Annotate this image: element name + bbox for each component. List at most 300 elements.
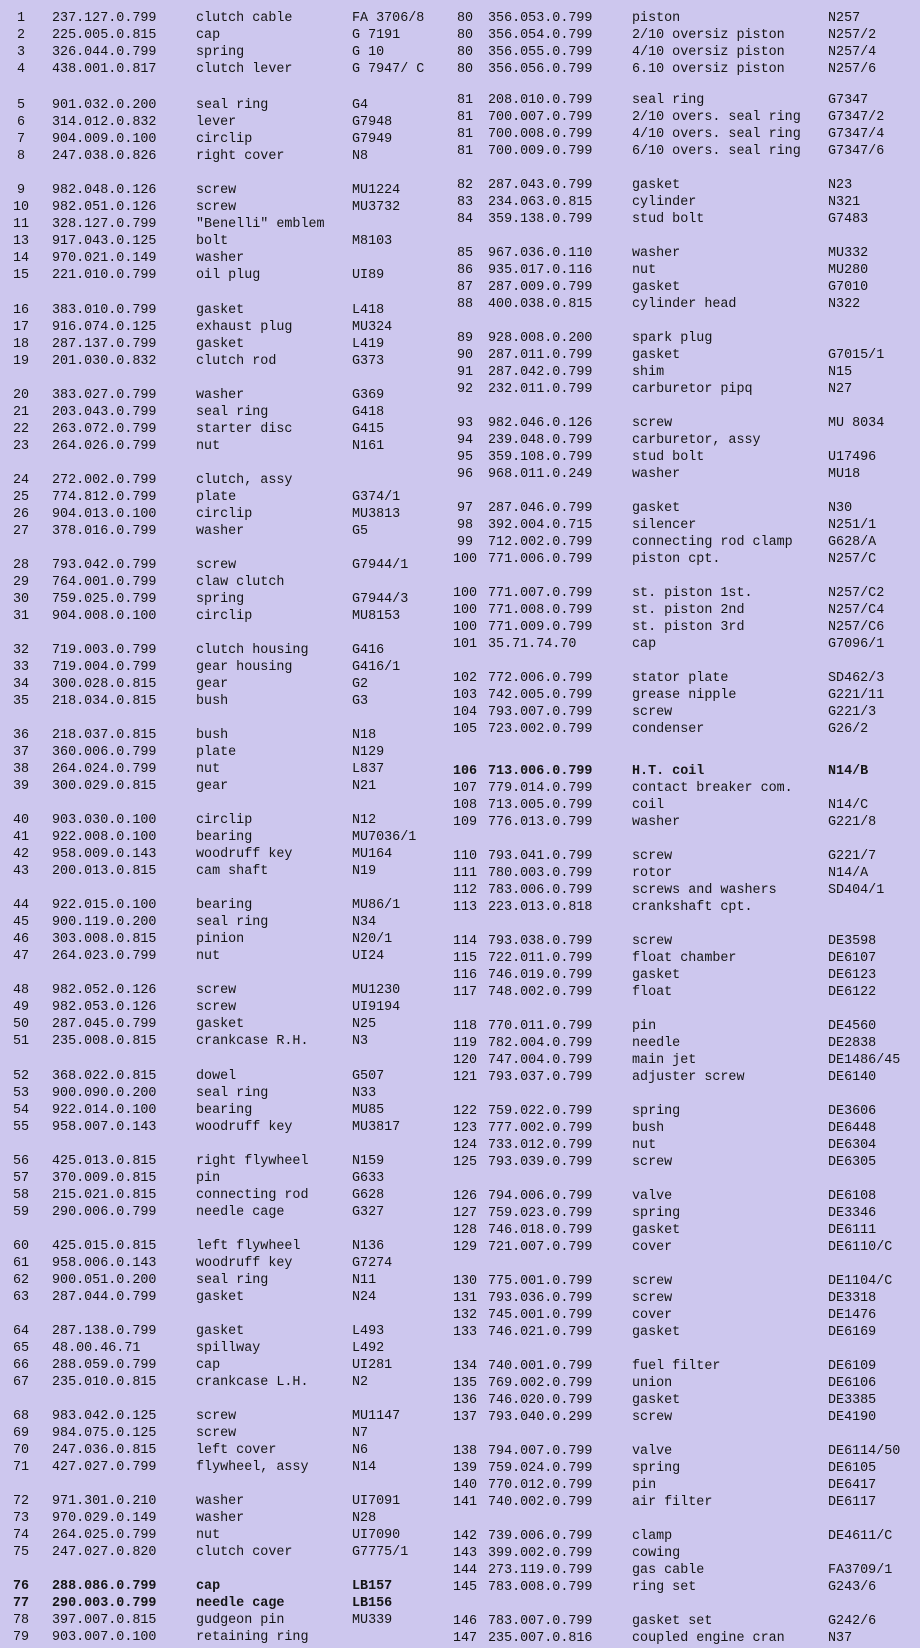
part-number: 123: [452, 1121, 478, 1136]
part-number: 57: [12, 1171, 30, 1186]
part-code: 235.008.0.815: [52, 1034, 157, 1049]
part-number: 41: [12, 830, 30, 845]
part-description: stator plate: [632, 671, 729, 686]
part-number: 51: [12, 1034, 30, 1049]
part-description: woodruff key: [196, 847, 293, 862]
part-code: 208.010.0.799: [488, 93, 593, 108]
part-number: 21: [12, 405, 30, 420]
part-reference: N14/C: [828, 798, 869, 813]
part-description: air filter: [632, 1495, 713, 1510]
part-reference: G7096/1: [828, 637, 885, 652]
part-description: clutch cover: [196, 1545, 293, 1560]
part-description: clutch cable: [196, 11, 293, 26]
part-reference: N27: [828, 382, 853, 397]
part-code: 356.056.0.799: [488, 62, 593, 77]
part-reference: LB157: [352, 1579, 393, 1594]
part-reference: N257: [828, 11, 861, 26]
part-code: 916.074.0.125: [52, 320, 157, 335]
part-number: 120: [452, 1053, 478, 1068]
part-code: 982.053.0.126: [52, 1000, 157, 1015]
part-code: 759.025.0.799: [52, 592, 157, 607]
part-description: pin: [196, 1171, 221, 1186]
part-number: 74: [12, 1528, 30, 1543]
part-number: 26: [12, 507, 30, 522]
part-reference: MU7036/1: [352, 830, 417, 845]
part-description: carburetor, assy: [632, 433, 761, 448]
part-reference: UI7091: [352, 1494, 401, 1509]
part-code: 719.003.0.799: [52, 643, 157, 658]
part-reference: G628: [352, 1188, 385, 1203]
part-description: nut: [196, 949, 221, 964]
part-number: 30: [12, 592, 30, 607]
part-reference: N14: [352, 1460, 377, 1475]
part-reference: G7949: [352, 132, 393, 147]
part-code: 903.030.0.100: [52, 813, 157, 828]
part-code: 290.006.0.799: [52, 1205, 157, 1220]
part-number: 33: [12, 660, 30, 675]
part-reference: UI9194: [352, 1000, 401, 1015]
part-reference: N251/1: [828, 518, 877, 533]
part-description: stud bolt: [632, 450, 705, 465]
part-description: "Benelli" emblem: [196, 217, 325, 232]
part-reference: N19: [352, 864, 377, 879]
part-description: gasket: [196, 1017, 245, 1032]
part-description: cowing: [632, 1546, 681, 1561]
part-number: 135: [452, 1376, 478, 1391]
part-description: 6/10 overs. seal ring: [632, 144, 801, 159]
part-code: 700.007.0.799: [488, 110, 593, 125]
part-code: 288.086.0.799: [52, 1579, 157, 1594]
part-code: 901.032.0.200: [52, 98, 157, 113]
part-number: 73: [12, 1511, 30, 1526]
part-reference: MU280: [828, 263, 869, 278]
part-number: 70: [12, 1443, 30, 1458]
part-code: 922.014.0.100: [52, 1103, 157, 1118]
part-code: 746.021.0.799: [488, 1325, 593, 1340]
part-code: 793.038.0.799: [488, 934, 593, 949]
part-number: 36: [12, 728, 30, 743]
part-number: 46: [12, 932, 30, 947]
part-description: washer: [196, 251, 245, 266]
part-number: 111: [452, 866, 478, 881]
part-code: 904.013.0.100: [52, 507, 157, 522]
part-number: 20: [12, 388, 30, 403]
part-code: 218.034.0.815: [52, 694, 157, 709]
part-description: circlip: [196, 507, 253, 522]
part-description: gasket: [632, 348, 681, 363]
part-description: bearing: [196, 898, 253, 913]
part-number: 100: [452, 603, 478, 618]
part-number: 115: [452, 951, 478, 966]
part-reference: DE6417: [828, 1478, 877, 1493]
part-reference: G369: [352, 388, 385, 403]
part-reference: N257/C6: [828, 620, 885, 635]
part-code: 759.024.0.799: [488, 1461, 593, 1476]
part-number: 8: [16, 149, 26, 164]
part-reference: L493: [352, 1324, 385, 1339]
part-description: H.T. coil: [632, 764, 705, 779]
part-description: gasket: [632, 1393, 681, 1408]
part-number: 119: [452, 1036, 478, 1051]
part-number: 130: [452, 1274, 478, 1289]
part-description: gear: [196, 677, 229, 692]
part-code: 247.036.0.815: [52, 1443, 157, 1458]
part-number: 68: [12, 1409, 30, 1424]
part-description: ring set: [632, 1580, 697, 1595]
part-description: screws and washers: [632, 883, 777, 898]
part-description: screw: [196, 1426, 237, 1441]
part-description: plate: [196, 490, 237, 505]
part-reference: DE3346: [828, 1206, 877, 1221]
part-code: 958.006.0.143: [52, 1256, 157, 1271]
part-reference: G7010: [828, 280, 869, 295]
part-description: crankcase L.H.: [196, 1375, 309, 1390]
part-reference: DE6117: [828, 1495, 877, 1510]
part-code: 713.006.0.799: [488, 764, 593, 779]
part-number: 113: [452, 900, 478, 915]
part-code: 264.026.0.799: [52, 439, 157, 454]
part-description: bush: [196, 694, 229, 709]
part-description: cylinder head: [632, 297, 737, 312]
part-code: 700.009.0.799: [488, 144, 593, 159]
part-reference: DE3318: [828, 1291, 877, 1306]
part-number: 64: [12, 1324, 30, 1339]
part-reference: G415: [352, 422, 385, 437]
part-number: 84: [456, 212, 474, 227]
part-description: shim: [632, 365, 665, 380]
part-description: stud bolt: [632, 212, 705, 227]
part-description: cap: [196, 28, 221, 43]
part-description: washer: [196, 524, 245, 539]
part-code: 968.011.0.249: [488, 467, 593, 482]
part-description: 2/10 overs. seal ring: [632, 110, 801, 125]
part-description: gasket: [632, 1325, 681, 1340]
part-code: 982.051.0.126: [52, 200, 157, 215]
part-code: 314.012.0.832: [52, 115, 157, 130]
part-description: spring: [196, 45, 245, 60]
part-number: 13: [12, 234, 30, 249]
part-code: 326.044.0.799: [52, 45, 157, 60]
part-reference: DE6448: [828, 1121, 877, 1136]
part-code: 359.108.0.799: [488, 450, 593, 465]
part-description: screw: [196, 1000, 237, 1015]
part-description: 2/10 oversiz piston: [632, 28, 785, 43]
part-description: piston: [632, 11, 681, 26]
part-reference: DE6106: [828, 1376, 877, 1391]
part-description: main jet: [632, 1053, 697, 1068]
part-reference: N28: [352, 1511, 377, 1526]
part-number: 48: [12, 983, 30, 998]
part-code: 783.007.0.799: [488, 1614, 593, 1629]
part-description: pinion: [196, 932, 245, 947]
part-description: screw: [632, 1155, 673, 1170]
part-reference: G416/1: [352, 660, 401, 675]
part-code: 201.030.0.832: [52, 354, 157, 369]
part-number: 81: [456, 144, 474, 159]
part-code: 360.006.0.799: [52, 745, 157, 760]
part-code: 794.007.0.799: [488, 1444, 593, 1459]
part-description: gasket: [632, 1223, 681, 1238]
part-number: 143: [452, 1546, 478, 1561]
part-reference: G7274: [352, 1256, 393, 1271]
part-number: 10: [12, 200, 30, 215]
part-description: float chamber: [632, 951, 737, 966]
part-code: 356.053.0.799: [488, 11, 593, 26]
part-description: union: [632, 1376, 673, 1391]
part-number: 134: [452, 1359, 478, 1374]
part-description: screw: [632, 934, 673, 949]
part-code: 900.051.0.200: [52, 1273, 157, 1288]
part-reference: N18: [352, 728, 377, 743]
part-reference: G373: [352, 354, 385, 369]
part-reference: DE6304: [828, 1138, 877, 1153]
part-description: cylinder: [632, 195, 697, 210]
part-code: 287.042.0.799: [488, 365, 593, 380]
part-reference: MU339: [352, 1613, 393, 1628]
part-description: gasket: [632, 968, 681, 983]
part-code: 215.021.0.815: [52, 1188, 157, 1203]
part-reference: G4: [352, 98, 369, 113]
part-code: 438.001.0.817: [52, 62, 157, 77]
part-number: 81: [456, 93, 474, 108]
part-number: 47: [12, 949, 30, 964]
part-reference: DE3606: [828, 1104, 877, 1119]
part-code: 328.127.0.799: [52, 217, 157, 232]
part-number: 110: [452, 849, 478, 864]
part-description: st. piston 3rd: [632, 620, 745, 635]
part-reference: DE1486/45: [828, 1053, 901, 1068]
part-code: 287.046.0.799: [488, 501, 593, 516]
part-reference: G7483: [828, 212, 869, 227]
part-number: 85: [456, 246, 474, 261]
part-description: gear housing: [196, 660, 293, 675]
part-number: 146: [452, 1614, 478, 1629]
part-code: 771.009.0.799: [488, 620, 593, 635]
part-code: 287.009.0.799: [488, 280, 593, 295]
part-code: 900.090.0.200: [52, 1086, 157, 1101]
part-description: screw: [632, 416, 673, 431]
part-description: carburetor pipq: [632, 382, 753, 397]
part-number: 69: [12, 1426, 30, 1441]
part-description: cover: [632, 1240, 673, 1255]
part-code: 427.027.0.799: [52, 1460, 157, 1475]
part-reference: MU86/1: [352, 898, 401, 913]
part-code: 794.006.0.799: [488, 1189, 593, 1204]
part-description: valve: [632, 1444, 673, 1459]
part-code: 290.003.0.799: [52, 1596, 157, 1611]
part-code: 721.007.0.799: [488, 1240, 593, 1255]
part-description: nut: [196, 762, 221, 777]
part-reference: G2: [352, 677, 369, 692]
part-number: 107: [452, 781, 478, 796]
part-number: 31: [12, 609, 30, 624]
part-description: seal ring: [632, 93, 705, 108]
part-reference: N14/A: [828, 866, 869, 881]
part-code: 300.028.0.815: [52, 677, 157, 692]
part-code: 264.024.0.799: [52, 762, 157, 777]
part-number: 50: [12, 1017, 30, 1032]
part-reference: DE6169: [828, 1325, 877, 1340]
part-number: 42: [12, 847, 30, 862]
part-description: retaining ring: [196, 1630, 309, 1645]
part-description: dowel: [196, 1069, 237, 1084]
part-number: 53: [12, 1086, 30, 1101]
part-reference: U17496: [828, 450, 877, 465]
part-description: nut: [196, 1528, 221, 1543]
part-number: 14: [12, 251, 30, 266]
part-code: 771.006.0.799: [488, 552, 593, 567]
part-number: 28: [12, 558, 30, 573]
part-reference: N30: [828, 501, 853, 516]
part-code: 700.008.0.799: [488, 127, 593, 142]
part-number: 81: [456, 110, 474, 125]
part-code: 769.002.0.799: [488, 1376, 593, 1391]
part-description: washer: [632, 246, 681, 261]
part-code: 775.001.0.799: [488, 1274, 593, 1289]
part-description: contact breaker com.: [632, 781, 793, 796]
part-description: spring: [632, 1461, 681, 1476]
part-description: float: [632, 985, 673, 1000]
part-reference: MU1230: [352, 983, 401, 998]
part-description: st. piston 2nd: [632, 603, 745, 618]
part-reference: DE1104/C: [828, 1274, 893, 1289]
part-code: 922.015.0.100: [52, 898, 157, 913]
part-description: nut: [632, 263, 657, 278]
part-reference: L492: [352, 1341, 385, 1356]
part-number: 97: [456, 501, 474, 516]
part-number: 92: [456, 382, 474, 397]
part-description: seal ring: [196, 1086, 269, 1101]
part-description: circlip: [196, 609, 253, 624]
part-description: gasket: [632, 178, 681, 193]
part-description: screw: [632, 849, 673, 864]
part-description: screw: [196, 1409, 237, 1424]
part-code: 713.005.0.799: [488, 798, 593, 813]
part-description: needle cage: [196, 1596, 285, 1611]
part-description: screw: [196, 558, 237, 573]
part-reference: MU 8034: [828, 416, 885, 431]
part-reference: SD462/3: [828, 671, 885, 686]
part-number: 37: [12, 745, 30, 760]
part-reference: DE6122: [828, 985, 877, 1000]
part-number: 87: [456, 280, 474, 295]
part-code: 779.014.0.799: [488, 781, 593, 796]
part-description: bush: [632, 1121, 665, 1136]
part-code: 203.043.0.799: [52, 405, 157, 420]
part-reference: N23: [828, 178, 853, 193]
part-number: 99: [456, 535, 474, 550]
part-description: cover: [632, 1308, 673, 1323]
part-number: 118: [452, 1019, 478, 1034]
part-number: 67: [12, 1375, 30, 1390]
part-reference: L418: [352, 303, 385, 318]
part-code: 770.012.0.799: [488, 1478, 593, 1493]
part-reference: DE4611/C: [828, 1529, 893, 1544]
part-description: screw: [632, 1410, 673, 1425]
part-number: 22: [12, 422, 30, 437]
part-number: 80: [456, 28, 474, 43]
part-number: 101: [452, 637, 478, 652]
part-description: spring: [632, 1104, 681, 1119]
part-description: 4/10 overs. seal ring: [632, 127, 801, 142]
part-number: 75: [12, 1545, 30, 1560]
part-reference: MU8153: [352, 609, 401, 624]
part-number: 77: [12, 1596, 30, 1611]
part-description: plate: [196, 745, 237, 760]
part-description: pin: [632, 1019, 657, 1034]
part-code: 200.013.0.815: [52, 864, 157, 879]
part-description: connecting rod clamp: [632, 535, 793, 550]
part-description: bearing: [196, 830, 253, 845]
part-reference: G221/3: [828, 705, 877, 720]
part-reference: DE6111: [828, 1223, 877, 1238]
part-code: 746.018.0.799: [488, 1223, 593, 1238]
part-reference: G374/1: [352, 490, 401, 505]
part-reference: N20/1: [352, 932, 393, 947]
part-number: 32: [12, 643, 30, 658]
part-number: 60: [12, 1239, 30, 1254]
part-code: 719.004.0.799: [52, 660, 157, 675]
part-code: 747.004.0.799: [488, 1053, 593, 1068]
part-number: 131: [452, 1291, 478, 1306]
part-number: 25: [12, 490, 30, 505]
part-description: crankshaft cpt.: [632, 900, 753, 915]
part-reference: G221/7: [828, 849, 877, 864]
part-reference: N257/2: [828, 28, 877, 43]
part-reference: DE6114/50: [828, 1444, 901, 1459]
part-code: 970.029.0.149: [52, 1511, 157, 1526]
part-number: 24: [12, 473, 30, 488]
part-reference: G633: [352, 1171, 385, 1186]
part-reference: N33: [352, 1086, 377, 1101]
part-reference: UI7090: [352, 1528, 401, 1543]
part-description: circlip: [196, 813, 253, 828]
part-reference: N34: [352, 915, 377, 930]
part-code: 935.017.0.116: [488, 263, 593, 278]
part-reference: MU1147: [352, 1409, 401, 1424]
part-number: 88: [456, 297, 474, 312]
part-reference: MU332: [828, 246, 869, 261]
part-reference: G7015/1: [828, 348, 885, 363]
part-code: 303.008.0.815: [52, 932, 157, 947]
part-description: left cover: [196, 1443, 277, 1458]
part-number: 124: [452, 1138, 478, 1153]
part-code: 235.007.0.816: [488, 1631, 593, 1646]
part-number: 38: [12, 762, 30, 777]
part-number: 122: [452, 1104, 478, 1119]
part-reference: G5: [352, 524, 369, 539]
part-reference: DE2838: [828, 1036, 877, 1051]
part-code: 48.00.46.71: [52, 1341, 141, 1356]
part-number: 116: [452, 968, 478, 983]
part-number: 19: [12, 354, 30, 369]
part-description: bearing: [196, 1103, 253, 1118]
part-reference: N37: [828, 1631, 853, 1646]
part-code: 982.052.0.126: [52, 983, 157, 998]
part-code: 771.007.0.799: [488, 586, 593, 601]
part-code: 359.138.0.799: [488, 212, 593, 227]
part-code: 287.045.0.799: [52, 1017, 157, 1032]
part-number: 100: [452, 620, 478, 635]
part-description: washer: [196, 1511, 245, 1526]
part-number: 98: [456, 518, 474, 533]
part-reference: N8: [352, 149, 369, 164]
part-number: 121: [452, 1070, 478, 1085]
part-code: 982.048.0.126: [52, 183, 157, 198]
part-number: 147: [452, 1631, 478, 1646]
part-description: gasket: [632, 280, 681, 295]
part-code: 723.002.0.799: [488, 722, 593, 737]
